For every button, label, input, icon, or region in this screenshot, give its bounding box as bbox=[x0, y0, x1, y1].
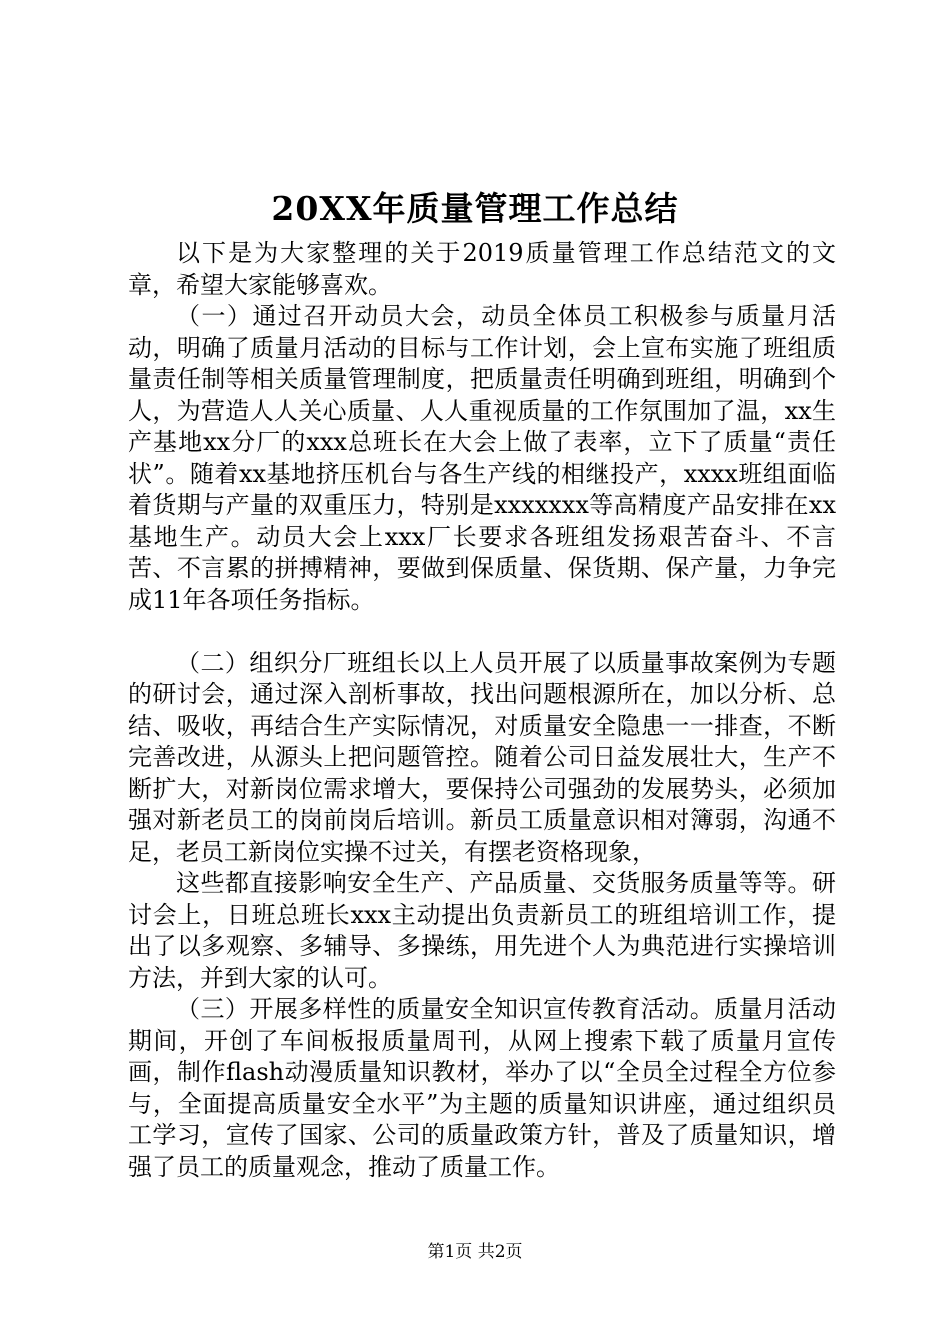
document-title: 20XX年质量管理工作总结 bbox=[271, 189, 679, 228]
page-footer: 第1页 共2页 bbox=[427, 1242, 523, 1262]
paragraph-section-2-continued: 这些都直接影响安全生产、产品质量、交货服务质量等等。研讨会上，日班总班长xxx主动提出负责新员工的班组培训工作，提出了以多观察、多辅导、多操练，用先进个人为典范进行实操培训方法，并到大家的认可。 bbox=[128, 869, 836, 992]
paragraph-section-2: （二）组织分厂班组长以上人员开展了以质量事故案例为专题的研讨会，通过深入剖析事故，找出问题根源所在，加以分析、总结、吸收，再结合生产实际情况，对质量安全隐患一一排查，不断完善改进，从源头上把问题管控。随着公司日益发展壮大，生产不断扩大，对新岗位需求增大，要保持公司强劲的发展势头，必须加强对新老员工的岗前岗后培训。新员工质量意识相对簿弱，沟通不足，老员工新岗位实操不过关，有摆老资格现象， bbox=[128, 648, 836, 866]
paragraph-section-3: （三）开展多样性的质量安全知识宣传教育活动。质量月活动期间，开创了车间板报质量周刊，从网上搜索下载了质量月宣传画，制作flash动漫质量知识教材，举办了以“全员全过程全方位参与，全面提高质量安全水平”为主题的质量知识讲座，通过组织员工学习，宣传了国家、公司的质量政策方针，普及了质量知识，增强了员工的质量观念，推动了质量工作。 bbox=[128, 995, 836, 1181]
paragraph-section-1: （一）通过召开动员大会，动员全体员工积极参与质量月活动，明确了质量月活动的目标与工作计划，会上宣布实施了班组质量责任制等相关质量管理制度，把质量责任明确到班组，明确到个人，为营造人人关心质量、人人重视质量的工作氛围加了温，xx生产基地xx分厂的xxx总班长在大会上做了表率，立下了质量“责任状”。随着xx基地挤压机台与各生产线的相继投产，xxxx班组面临着货期与产量的双重压力，特别是xxxxxxx等高精度产品安排在xx基地生产。动员大会上xxx厂长要求各班组发扬艰苦奋斗、不言苦、不言累的拼搏精神，要做到保质量、保货期、保产量，力争完成11年各项任务指标。 bbox=[128, 302, 836, 614]
paragraph-intro: 以下是为大家整理的关于2019质量管理工作总结范文的文章，希望大家能够喜欢。 bbox=[128, 239, 836, 299]
document-body bbox=[128, 238, 836, 1183]
